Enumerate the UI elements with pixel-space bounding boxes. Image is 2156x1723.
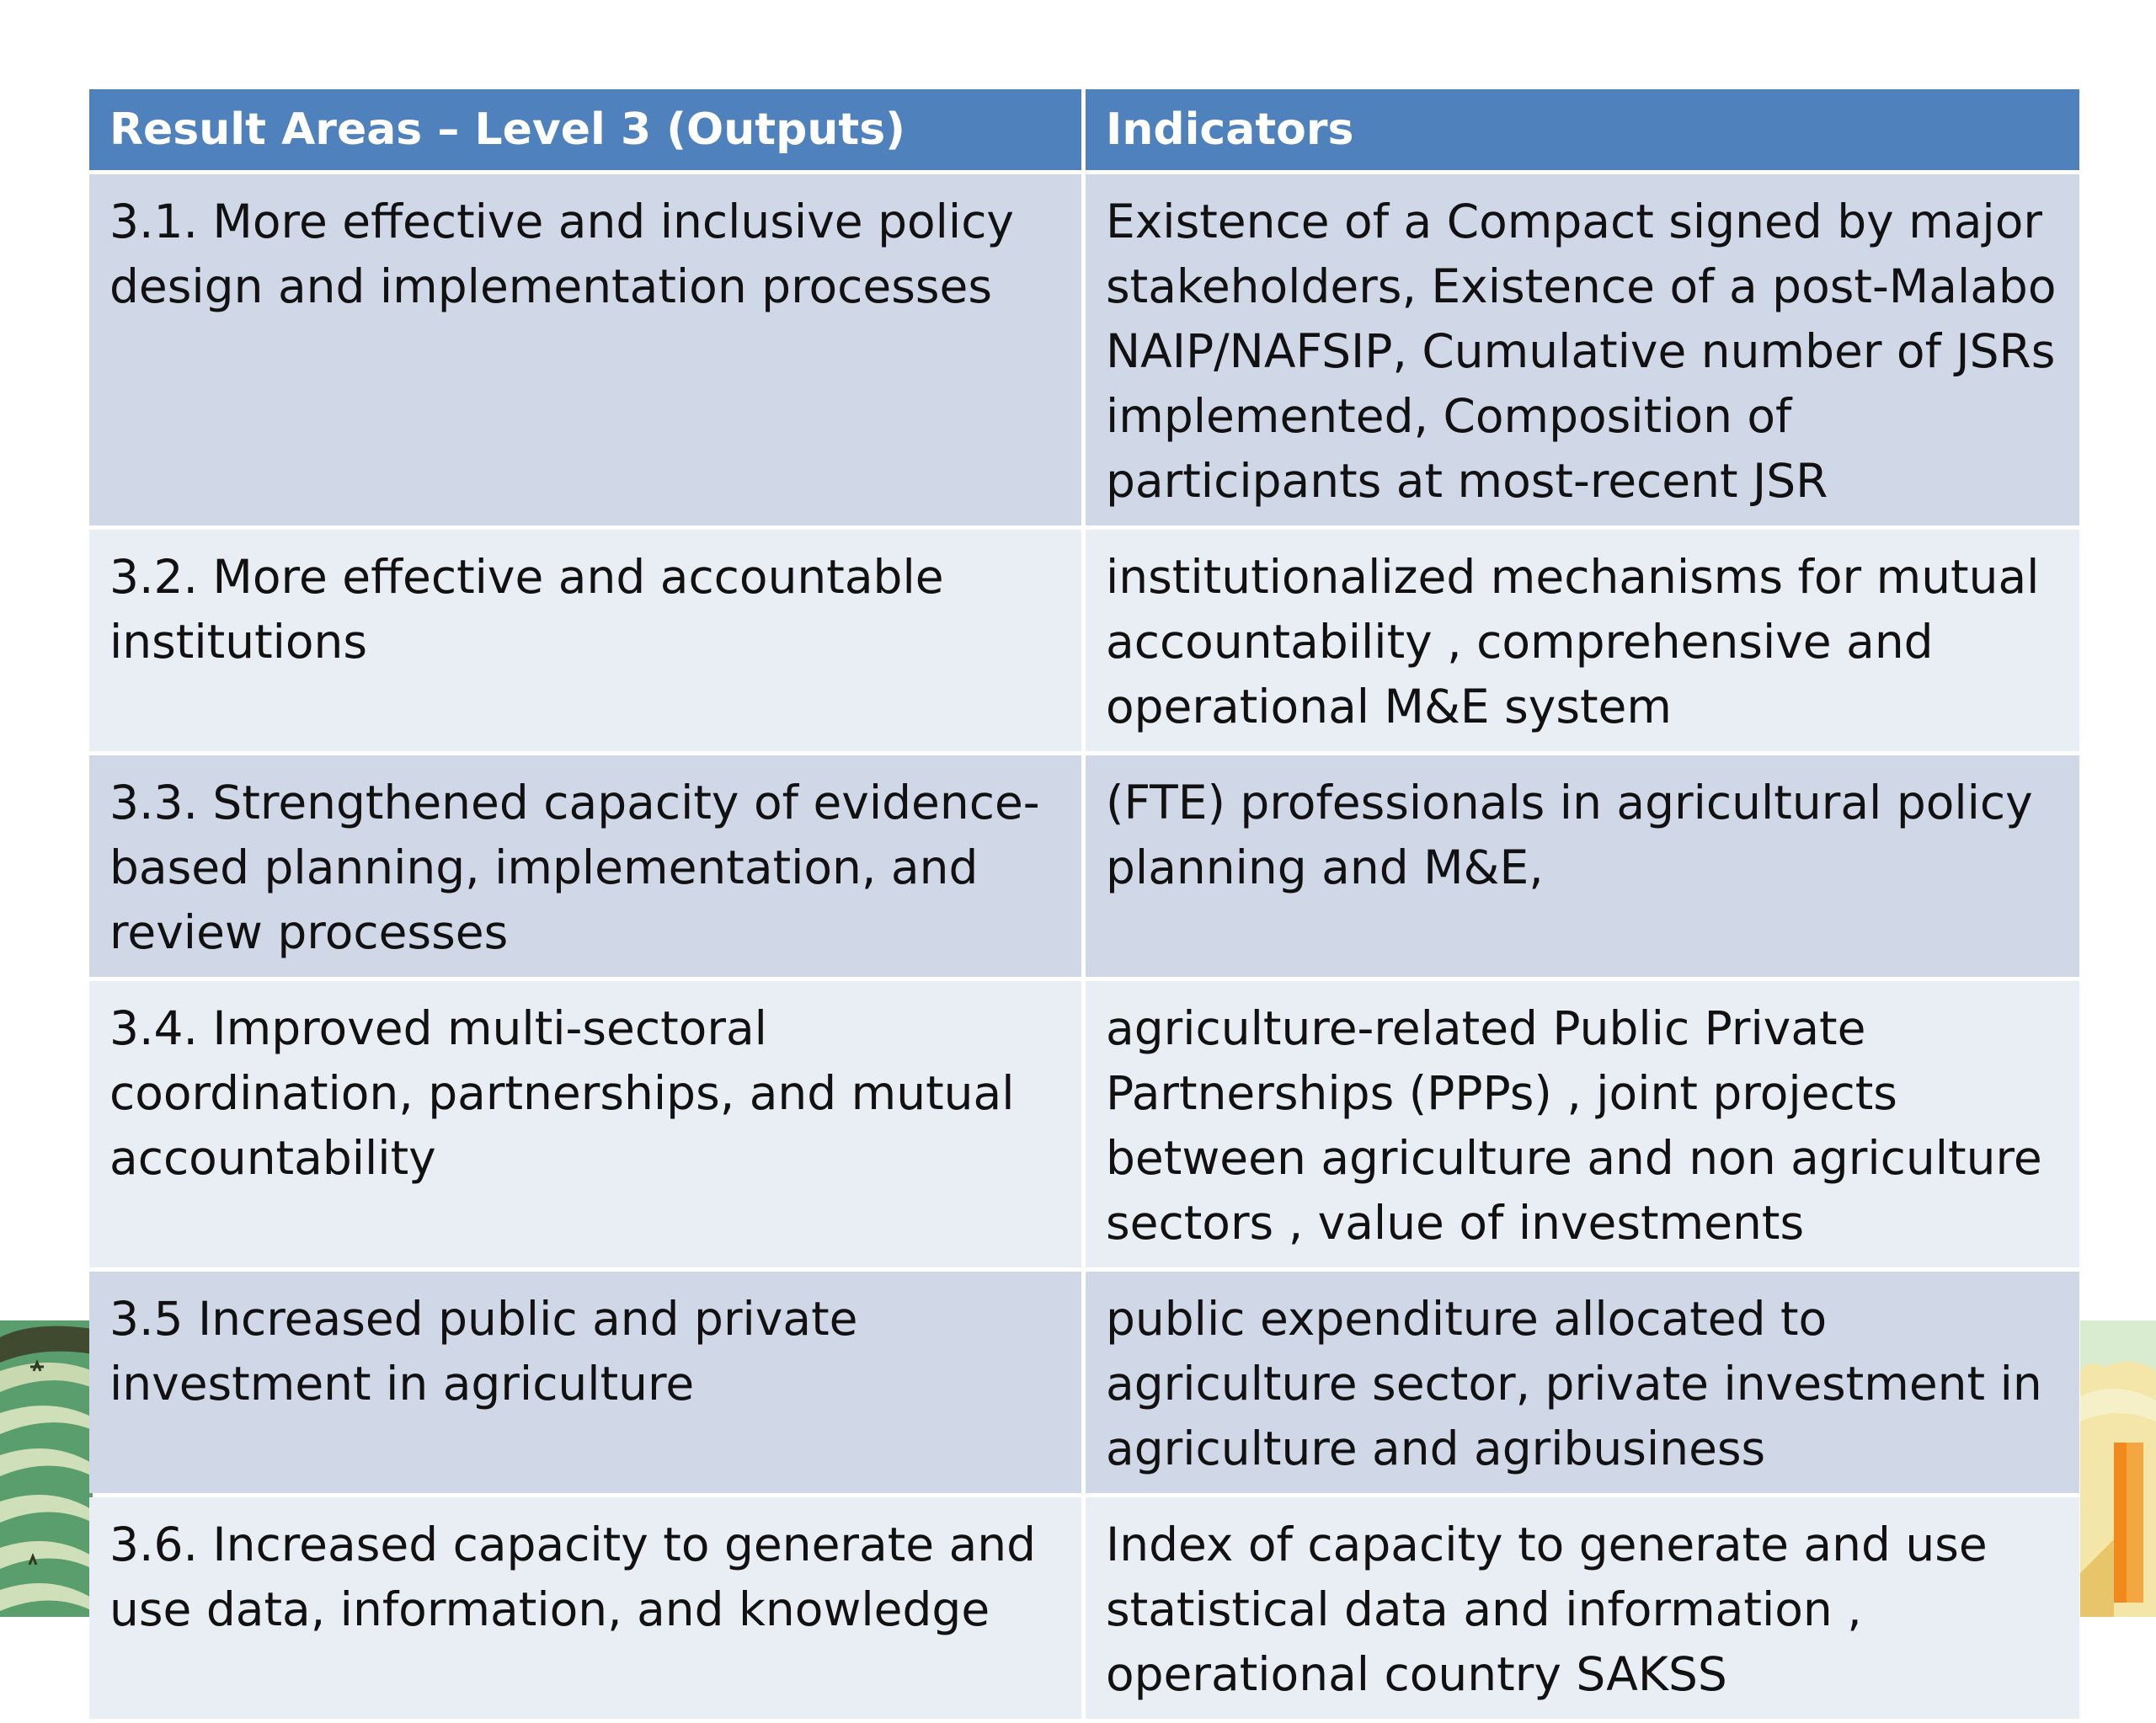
table-row — [89, 981, 2079, 1267]
column-header-indicators: Indicators — [1086, 89, 2079, 170]
result-areas-table — [85, 85, 2084, 1723]
indicators-cell: agriculture-related Public Private Partnerships (PPPs) , joint projects between agriculture and non agriculture sectors , value of investments — [1086, 981, 2079, 1267]
table-row — [89, 1272, 2079, 1493]
result-area-cell: 3.5 Increased public and private investment in agriculture — [89, 1272, 1081, 1493]
indicators-cell: Existence of a Compact signed by major stakeholders, Existence of a post-Malabo NAIP/NAFSIP, Cumulative number of JSRs implemented, Composition of participants at most-recent JSR — [1086, 174, 2079, 525]
landscape-decoration-left — [0, 1320, 93, 1617]
result-area-cell: 3.4. Improved multi-sectoral coordination, partnerships, and mutual accountability — [89, 981, 1081, 1267]
table-row — [89, 755, 2079, 977]
table-row — [89, 174, 2079, 525]
result-area-cell: 3.1. More effective and inclusive policy design and implementation processes — [89, 174, 1081, 525]
column-header-result-areas: Result Areas – Level 3 (Outputs) — [89, 89, 1081, 170]
result-area-cell: 3.3. Strengthened capacity of evidence-based planning, implementation, and review processes — [89, 755, 1081, 977]
table-row — [89, 1497, 2079, 1719]
landscape-decoration-right — [2080, 1320, 2156, 1617]
indicators-cell: public expenditure allocated to agriculture sector, private investment in agriculture and agribusiness — [1086, 1272, 2079, 1493]
table-header-row — [89, 89, 2079, 170]
indicators-cell: institutionalized mechanisms for mutual accountability , comprehensive and operational M&E system — [1086, 530, 2079, 751]
result-area-cell: 3.6. Increased capacity to generate and use data, information, and knowledge — [89, 1497, 1081, 1719]
table-row — [89, 530, 2079, 751]
indicators-cell: Index of capacity to generate and use statistical data and information , operational country SAKSS — [1086, 1497, 2079, 1719]
indicators-cell: (FTE) professionals in agricultural policy planning and M&E, — [1086, 755, 2079, 977]
result-area-cell: 3.2. More effective and accountable institutions — [89, 530, 1081, 751]
